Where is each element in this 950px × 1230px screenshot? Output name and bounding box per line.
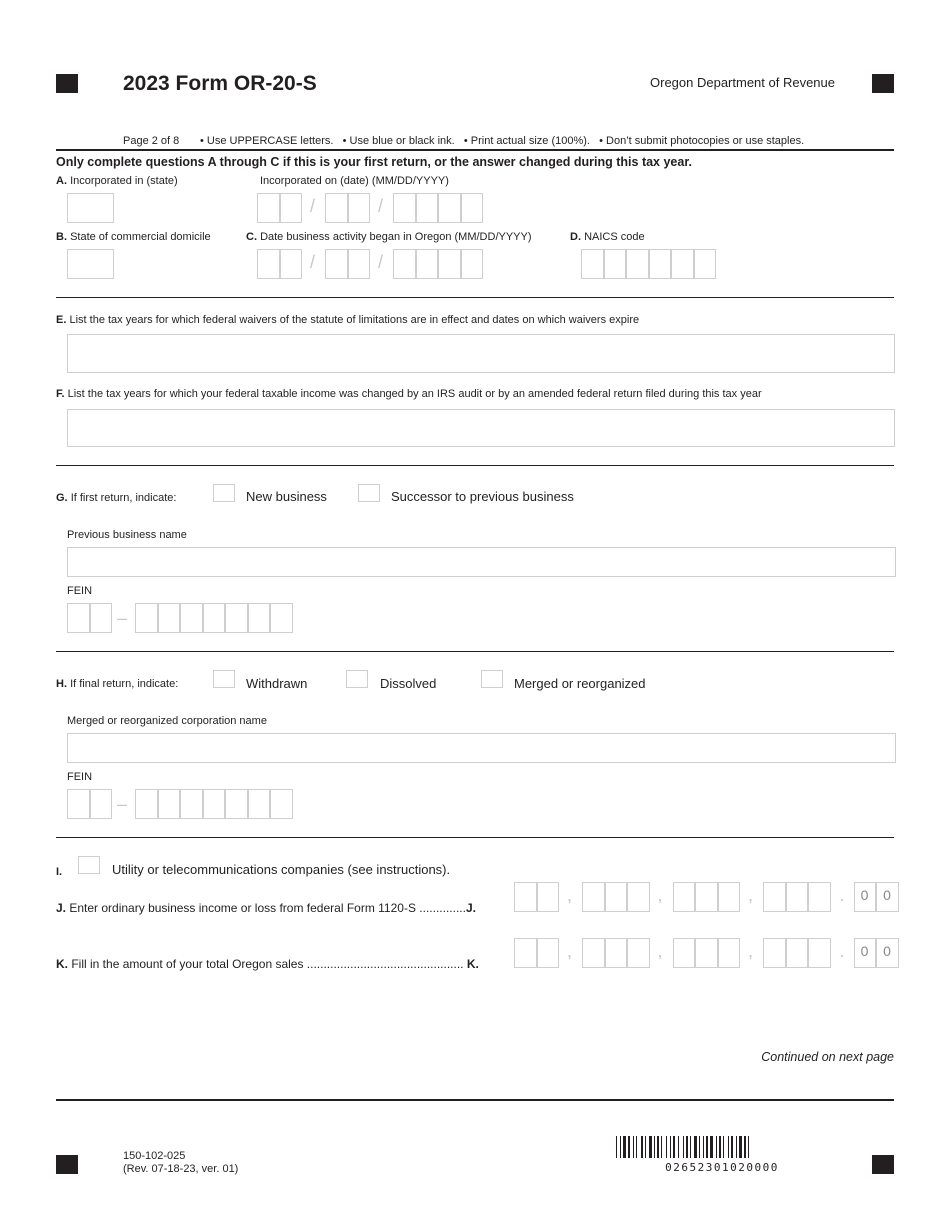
separator: .: [839, 941, 845, 961]
instructions: • Use UPPERCASE letters. • Use blue or black ink. • Print actual size (100%). • Don’t submit photocopies or use staples.: [200, 135, 805, 147]
registration-mark: [872, 1155, 894, 1174]
field-i-letter: I.: [56, 866, 63, 878]
digit-cell[interactable]: [537, 938, 560, 968]
digit-cell[interactable]: [325, 249, 348, 279]
cents-digit: 0: [860, 943, 869, 959]
digit-cell[interactable]: [808, 882, 831, 912]
utility-checkbox[interactable]: [78, 856, 100, 874]
digit-cell[interactable]: [158, 603, 181, 633]
previous-business-name-input[interactable]: [67, 547, 896, 577]
digit-cell[interactable]: [90, 603, 113, 633]
digit-cell[interactable]: [627, 882, 650, 912]
digit-cell[interactable]: [671, 249, 694, 279]
page-number: Page 2 of 8: [123, 135, 180, 147]
separator: /: [310, 252, 316, 272]
digit-cell[interactable]: [673, 938, 696, 968]
barcode-bar: [710, 1136, 713, 1158]
digit-cell[interactable]: [438, 193, 461, 223]
field-j-label: J. Enter ordinary business income or loss from federal Form 1120-S ..............J.: [56, 901, 476, 915]
digit-cell[interactable]: [90, 789, 113, 819]
field-h-label: H. If final return, indicate:: [56, 678, 179, 690]
barcode-bar: [633, 1136, 634, 1158]
state-incorporated-input[interactable]: [67, 193, 114, 223]
separator: ,: [657, 885, 663, 905]
digit-cell[interactable]: [461, 249, 484, 279]
digit-cell[interactable]: [203, 789, 226, 819]
registration-mark: [56, 74, 78, 93]
digit-cell[interactable]: [416, 249, 439, 279]
state-domicile-input[interactable]: [67, 249, 114, 279]
withdrawn-checkbox[interactable]: [213, 670, 235, 688]
digit-cell[interactable]: [605, 882, 628, 912]
merged-checkbox[interactable]: [481, 670, 503, 688]
utility-label: Utility or telecommunications companies (see instructions).: [112, 862, 451, 877]
digit-cell[interactable]: [248, 789, 271, 819]
barcode-bar: [666, 1136, 667, 1158]
barcode-bar: [703, 1136, 704, 1158]
digit-cell[interactable]: [348, 249, 371, 279]
digit-cell[interactable]: [695, 882, 718, 912]
separator: ,: [748, 885, 754, 905]
digit-cell[interactable]: [514, 938, 537, 968]
fein-label: FEIN: [67, 771, 93, 783]
audit-years-input[interactable]: [67, 409, 895, 447]
digit-cell[interactable]: [626, 249, 649, 279]
divider: [56, 297, 894, 298]
digit-cell[interactable]: [581, 249, 604, 279]
digit-cell[interactable]: [280, 193, 303, 223]
fein-label: FEIN: [67, 585, 93, 597]
barcode-bar: [736, 1136, 737, 1158]
separator: –: [117, 794, 128, 814]
barcode-bar: [628, 1136, 630, 1158]
form-number: 150-102-025: [123, 1150, 186, 1162]
waiver-years-input[interactable]: [67, 334, 895, 373]
digit-cell[interactable]: [582, 882, 605, 912]
barcode-bar: [654, 1136, 655, 1158]
barcode-bar: [678, 1136, 679, 1158]
digit-cell[interactable]: [416, 193, 439, 223]
digit-cell[interactable]: [763, 882, 786, 912]
barcode-bar: [723, 1136, 724, 1158]
field-g-label: G. If first return, indicate:: [56, 492, 177, 504]
field-b-label: B. State of commercial domicile: [56, 231, 211, 243]
barcode-number: 02652301020000: [665, 1161, 779, 1174]
successor-label: Successor to previous business: [391, 489, 574, 504]
digit-cell[interactable]: [604, 249, 627, 279]
digit-cell[interactable]: [67, 603, 90, 633]
dissolved-label: Dissolved: [380, 676, 437, 691]
digit-cell[interactable]: [348, 193, 371, 223]
digit-cell[interactable]: [135, 603, 158, 633]
digit-cell[interactable]: [180, 789, 203, 819]
new-business-checkbox[interactable]: [213, 484, 235, 502]
barcode-bar: [661, 1136, 662, 1158]
divider: [56, 651, 894, 652]
digit-cell[interactable]: [718, 938, 741, 968]
digit-cell[interactable]: [158, 789, 181, 819]
barcode-bar: [673, 1136, 675, 1158]
digit-cell[interactable]: [438, 249, 461, 279]
cents-digit: 0: [883, 887, 891, 903]
digit-cell[interactable]: [582, 938, 605, 968]
barcode-bar: [690, 1136, 691, 1158]
divider: [56, 837, 894, 838]
barcode-bar: [748, 1136, 749, 1158]
digit-cell[interactable]: [808, 938, 831, 968]
barcode-bar: [699, 1136, 700, 1158]
digit-cell[interactable]: [225, 603, 248, 633]
barcode-bar: [620, 1136, 621, 1158]
field-a-label: A. Incorporated in (state): [56, 175, 178, 187]
digit-cell[interactable]: [694, 249, 717, 279]
digit-cell[interactable]: [67, 789, 90, 819]
digit-cell[interactable]: [257, 249, 280, 279]
digit-cell[interactable]: [225, 789, 248, 819]
intro-text: Only complete questions A through C if this is your first return, or the answer changed during this tax year.: [56, 155, 692, 169]
digit-cell[interactable]: [649, 249, 672, 279]
digit-cell[interactable]: [695, 938, 718, 968]
barcode-bar: [744, 1136, 746, 1158]
separator: .: [839, 885, 845, 905]
barcode-bar: [706, 1136, 708, 1158]
barcode-bar: [716, 1136, 717, 1158]
digit-cell[interactable]: [325, 193, 348, 223]
barcode-bar: [686, 1136, 688, 1158]
barcode-bar: [636, 1136, 637, 1158]
separator: /: [378, 252, 384, 272]
digit-cell[interactable]: [248, 603, 271, 633]
merged-label: Merged or reorganized: [514, 676, 646, 691]
barcode-bar: [670, 1136, 671, 1158]
new-business-label: New business: [246, 489, 327, 504]
separator: ,: [567, 941, 573, 961]
separator: /: [310, 196, 316, 216]
digit-cell[interactable]: [180, 603, 203, 633]
separator: /: [378, 196, 384, 216]
previous-business-name-label: Previous business name: [67, 529, 187, 541]
barcode-bar: [649, 1136, 652, 1158]
field-e-label: E. List the tax years for which federal waivers of the statute of limitations are in effect and dates on which waivers expire: [56, 314, 640, 326]
barcode-bar: [641, 1136, 643, 1158]
divider: [56, 465, 894, 466]
incorporated-date-label: Incorporated on (date) (MM/DD/YYYY): [260, 175, 449, 187]
digit-cell[interactable]: [537, 882, 560, 912]
separator: –: [117, 608, 128, 628]
divider: [56, 1099, 894, 1101]
withdrawn-label: Withdrawn: [246, 676, 308, 691]
digit-cell[interactable]: [514, 882, 537, 912]
cents-digit: 0: [883, 943, 891, 959]
barcode-bar: [616, 1136, 617, 1158]
barcode-bar: [657, 1136, 659, 1158]
digit-cell[interactable]: [393, 193, 416, 223]
field-c-label: C. Date business activity began in Oregon (MM/DD/YYYY): [246, 231, 532, 243]
field-k-label: K. Fill in the amount of your total Oregon sales ............................................... K.: [56, 957, 479, 971]
field-f-label: F. List the tax years for which your federal taxable income was changed by an IRS audit or by an amended federal return filed during this tax year: [56, 388, 762, 400]
separator: ,: [567, 885, 573, 905]
separator: ,: [748, 941, 754, 961]
successor-checkbox[interactable]: [358, 484, 380, 502]
barcode-bar: [728, 1136, 729, 1158]
merged-corp-name-label: Merged or reorganized corporation name: [67, 715, 267, 727]
barcode-bar: [645, 1136, 646, 1158]
field-d-label: D. NAICS code: [570, 231, 645, 243]
digit-cell[interactable]: [786, 938, 809, 968]
digit-cell[interactable]: [673, 882, 696, 912]
barcode-icon: [616, 1136, 828, 1158]
digit-cell[interactable]: [270, 789, 293, 819]
barcode-bar: [719, 1136, 721, 1158]
continued-note: Continued on next page: [761, 1050, 894, 1064]
digit-cell[interactable]: [605, 938, 628, 968]
cents-digit: 0: [860, 887, 869, 903]
digit-cell[interactable]: [718, 882, 741, 912]
digit-cell[interactable]: [280, 249, 303, 279]
barcode-bar: [739, 1136, 742, 1158]
revision-date: (Rev. 07-18-23, ver. 01): [123, 1163, 239, 1175]
digit-cell[interactable]: [786, 882, 809, 912]
digit-cell[interactable]: [257, 193, 280, 223]
digit-cell[interactable]: [393, 249, 416, 279]
form-title: 2023 Form OR-20-S: [123, 72, 317, 95]
agency-name: Oregon Department of Revenue: [650, 75, 835, 90]
merged-corp-name-input[interactable]: [67, 733, 896, 763]
barcode-bar: [731, 1136, 733, 1158]
registration-mark: [872, 74, 894, 93]
barcode-bar: [694, 1136, 697, 1158]
digit-cell[interactable]: [461, 193, 484, 223]
separator: ,: [657, 941, 663, 961]
digit-cell[interactable]: [627, 938, 650, 968]
divider: [56, 149, 894, 151]
barcode-bar: [623, 1136, 626, 1158]
digit-cell[interactable]: [763, 938, 786, 968]
digit-cell[interactable]: [135, 789, 158, 819]
digit-cell[interactable]: [270, 603, 293, 633]
dissolved-checkbox[interactable]: [346, 670, 368, 688]
barcode-bar: [683, 1136, 684, 1158]
digit-cell[interactable]: [203, 603, 226, 633]
registration-mark: [56, 1155, 78, 1174]
